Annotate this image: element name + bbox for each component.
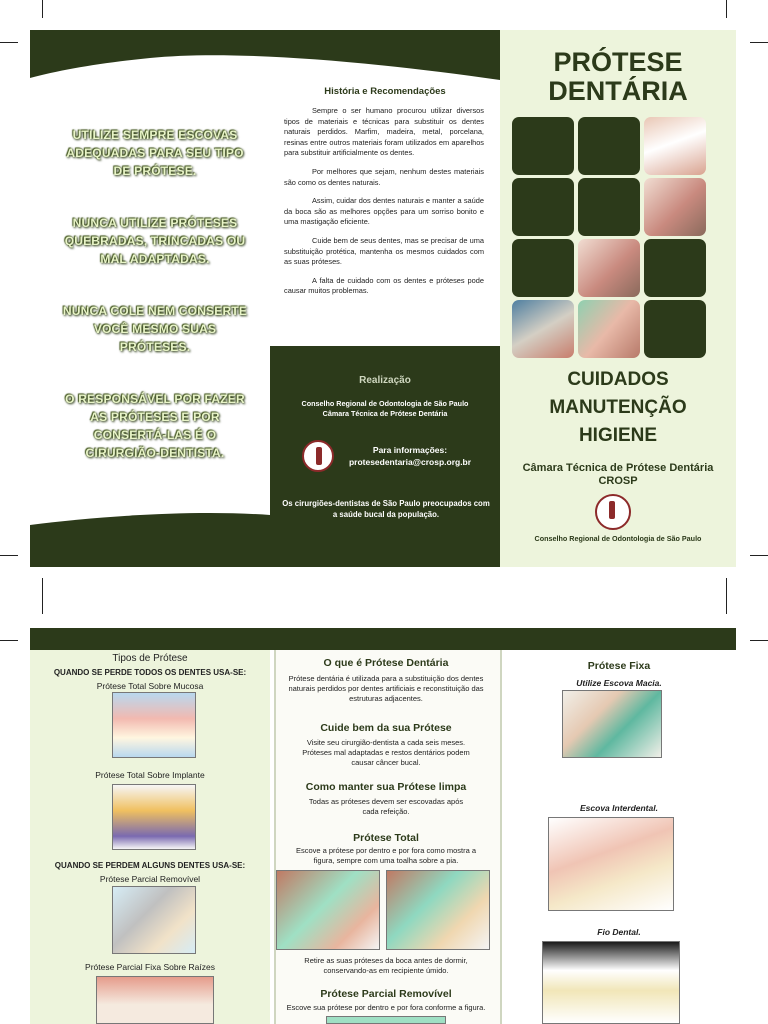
section-heading: Cuide bem da sua Prótese — [320, 722, 452, 734]
types-heading: Tipos de Prótese — [112, 653, 188, 664]
implant-photo — [578, 239, 640, 297]
type-label: Prótese Parcial Fixa Sobre Raízes — [85, 962, 215, 972]
cover-title — [500, 48, 736, 106]
crosp-name: CROSP — [598, 475, 638, 487]
history-paragraph: Sempre o ser humano procurou utilizar diversos tipos de materiais e técnicas para substituir os dentes naturais perdidos. Marfim, madeira, metal, porcelana, resinas entre outros materiais foram utilizados em aparelhos para substituir artificialmente os dentes. — [284, 106, 484, 158]
subtitle-line: CUIDADOS — [567, 369, 669, 390]
section-text: Escove a prótese por dentro e por fora como mostra a figura, sempre com uma toalha sobre a pia. — [295, 846, 477, 865]
closing-text: Os cirurgiões-dentistas de São Paulo preocupados com a saúde bucal da população. — [282, 499, 490, 519]
realizacao-title: Realização — [359, 375, 411, 386]
subtitle-line: HIGIENE — [578, 425, 658, 446]
crop-mark — [42, 0, 43, 18]
teeth-photo — [644, 178, 706, 236]
dental-floss-photo — [542, 941, 680, 1024]
info-email[interactable]: protesedentaria@crosp.org.br — [348, 457, 472, 467]
contact-info — [335, 444, 485, 468]
history-paragraph: Cuide bem de seus dentes, mas se precisar de uma substituição protética, mantenha os mesmos cuidados com as suas próteses. — [284, 235, 484, 267]
history-text — [284, 106, 484, 305]
crop-mark — [0, 555, 18, 556]
crop-mark — [42, 578, 43, 614]
advice-item: UTILIZE SEMPRE ESCOVAS ADEQUADAS PARA SEU TIPO DE PRÓTESE. — [66, 128, 244, 178]
denture-photo — [644, 117, 706, 175]
section-text: Retire as suas próteses da boca antes de dormir, conservando-as em recipiente úmido. — [304, 956, 468, 975]
crop-mark — [750, 640, 768, 641]
photo-caption: Fio Dental. — [597, 927, 641, 937]
advice-item: NUNCA UTILIZE PRÓTESES QUEBRADAS, TRINCADAS OU MAL ADAPTADAS. — [64, 216, 246, 266]
top-band — [30, 628, 736, 650]
cover-title-line: DENTÁRIA — [548, 76, 688, 106]
partial-denture-photo — [112, 886, 196, 954]
section-heading: Prótese Parcial Removível — [320, 988, 452, 1000]
implant-denture-photo — [512, 300, 574, 358]
brushing-photo — [578, 300, 640, 358]
history-paragraph: A falta de cuidado com os dentes e próteses pode causar muitos problemas. — [284, 275, 484, 296]
crop-mark — [750, 555, 768, 556]
section-text: Visite seu cirurgião-dentista a cada seis meses. Próteses mal adaptadas e restos dentários podem causar câncer bucal. — [302, 738, 470, 767]
crosp-logo-icon — [302, 440, 334, 472]
photo-caption: Utilize Escova Macia. — [576, 678, 662, 688]
grid-tile — [578, 117, 640, 175]
types-group: QUANDO SE PERDEM ALGUNS DENTES USA-SE: — [54, 861, 246, 870]
type-label: Prótese Total Sobre Mucosa — [96, 681, 204, 691]
fixed-heading: Prótese Fixa — [587, 660, 651, 672]
full-denture-photo — [112, 692, 196, 758]
partial-brushing-photo — [326, 1016, 446, 1024]
crop-mark — [726, 0, 727, 18]
advice-item: O RESPONSÁVEL POR FAZER AS PRÓTESES E POR CONSERTÁ-LAS É O CIRURGIÃO-DENTISTA. — [65, 392, 245, 460]
section-heading: Prótese Total — [353, 832, 419, 844]
conselho-label: Conselho Regional de Odontologia de São Paulo — [534, 534, 702, 543]
camara-label — [500, 462, 736, 488]
advice-item: NUNCA COLE NEM CONSERTE VOCÊ MESMO SUAS PRÓTESES. — [62, 304, 248, 354]
info-label: Para informações: — [372, 445, 448, 455]
type-label: Prótese Parcial Removível — [99, 874, 201, 884]
fixed-root-photo — [96, 976, 214, 1024]
grid-tile — [512, 178, 574, 236]
history-heading: História e Recomendações — [324, 86, 446, 97]
crop-mark — [0, 42, 18, 43]
implant-denture-photo — [112, 784, 196, 850]
brochure-back — [30, 628, 736, 1024]
camara-name: Câmara Técnica de Prótese Dentária — [522, 462, 714, 474]
brushing-inside-photo — [276, 870, 380, 950]
realizacao-org: Câmara Técnica de Prótese Dentária — [322, 409, 448, 418]
section-text: Todas as próteses devem ser escovadas após cada refeição. — [308, 797, 464, 816]
brushing-outside-photo — [386, 870, 490, 950]
section-text: Prótese dentária é utilizada para a substituição dos dentes naturais perdidos por dentes artificiais e reconstituição das estruturas adjacentes. — [288, 674, 484, 703]
history-paragraph: Assim, cuidar dos dentes naturais e manter a saúde da boca são as melhores opções para um sorriso bonito e uma mastigação eficiente. — [284, 196, 484, 227]
grid-tile — [644, 300, 706, 358]
section-text: Escove sua prótese por dentro e por fora conforme a figura. — [286, 1003, 486, 1012]
type-label: Prótese Total Sobre Implante — [95, 770, 205, 780]
section-heading: Como manter sua Prótese limpa — [305, 781, 467, 793]
advice-panel — [60, 126, 250, 462]
realizacao-orgs — [270, 399, 500, 419]
soft-brush-photo — [562, 690, 662, 758]
crop-mark — [0, 640, 18, 641]
interdental-brush-photo — [548, 817, 674, 911]
grid-tile — [578, 178, 640, 236]
crop-mark — [726, 578, 727, 614]
crop-mark — [750, 42, 768, 43]
cover-subtitle — [500, 366, 736, 450]
grid-tile — [644, 239, 706, 297]
cover-title-line: PRÓTESE — [553, 47, 683, 77]
grid-tile — [512, 117, 574, 175]
grid-tile — [512, 239, 574, 297]
realizacao-org: Conselho Regional de Odontologia de São Paulo — [301, 399, 469, 408]
subtitle-line: MANUTENÇÃO — [549, 397, 687, 418]
crosp-logo-icon — [595, 494, 631, 530]
brochure-front — [30, 30, 736, 567]
types-group: QUANDO SE PERDE TODOS OS DENTES USA-SE: — [53, 668, 247, 677]
history-paragraph: Por melhores que sejam, nenhum destes materiais são como os dentes naturais. — [284, 166, 484, 187]
photo-caption: Escova Interdental. — [580, 803, 658, 813]
section-heading: O que é Prótese Dentária — [323, 657, 449, 669]
